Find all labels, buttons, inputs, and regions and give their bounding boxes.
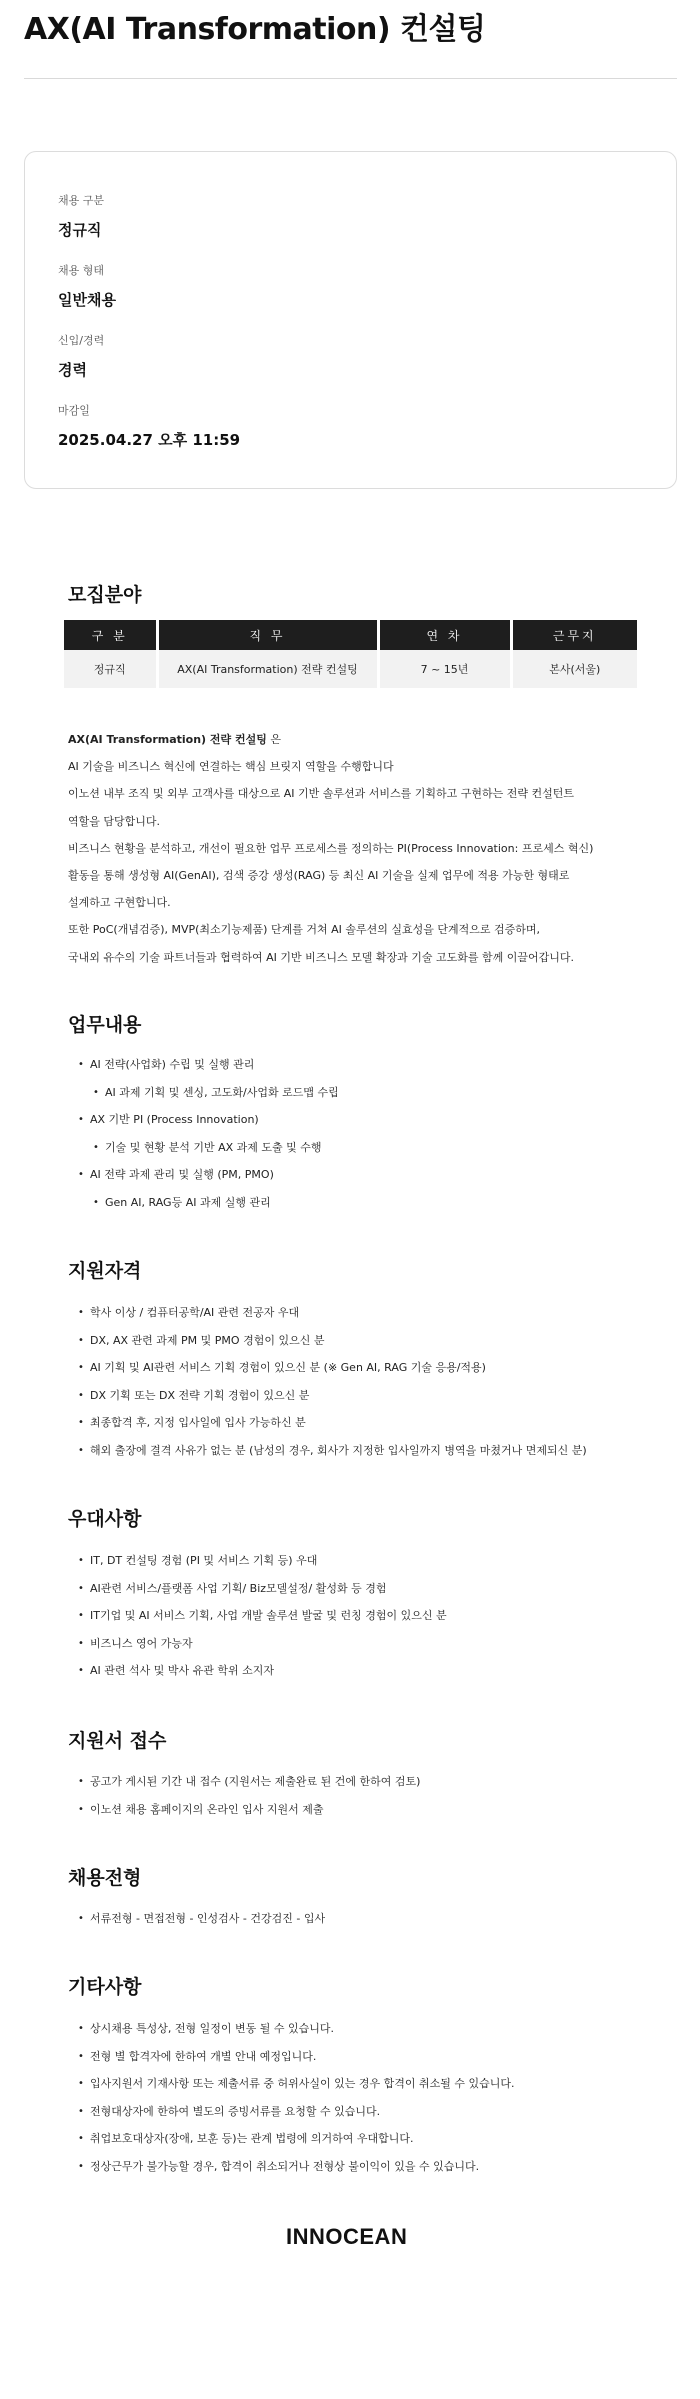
summary-value: 2025.04.27 오후 11:59 (58, 431, 241, 449)
list-item: • 최종합격 후, 지정 입사일에 입사 가능하신 분 (78, 1409, 587, 1437)
summary-career-level (58, 332, 104, 380)
intro-line: 역할을 담당합니다. (68, 814, 161, 828)
list-item: • DX, AX 관련 과제 PM 및 PMO 경험이 있으신 분 (78, 1327, 587, 1355)
list-item: • 입사지원서 기재사항 또는 제출서류 중 허위사실이 있는 경우 합격이 취소될 수 있습니다. (78, 2070, 515, 2098)
section-title-etc: 기타사항 (68, 1976, 142, 1998)
list-item: • 학사 이상 / 컴퓨터공학/AI 관련 전공자 우대 (78, 1299, 587, 1327)
summary-label: 신입/경력 (58, 334, 105, 347)
table-cell: 정규직 (64, 650, 157, 688)
column-header: 구 분 (64, 620, 157, 650)
intro-lead: AX(AI Transformation) 전략 컨설팅 (68, 733, 267, 746)
section-title-qualifications: 지원자격 (68, 1260, 142, 1282)
list-item: • 전형대상자에 한하여 별도의 증빙서류를 요청할 수 있습니다. (78, 2098, 515, 2126)
summary-deadline (58, 402, 240, 450)
list-item: • 비즈니스 영어 가능자 (78, 1630, 447, 1658)
intro-line: 활동을 통해 생성형 AI(GenAI), 검색 증강 생성(RAG) 등 최신 AI 기술을 실제 업무에 적용 가능한 형태로 (68, 869, 570, 883)
list-item: • AX 기반 PI (Process Innovation) (78, 1106, 339, 1134)
list-item: • 서류전형 - 면접전형 - 인성검사 - 건강검진 - 입사 (78, 1905, 325, 1933)
duties-list (78, 1051, 339, 1216)
intro-lead-line (68, 726, 643, 753)
list-item: • AI 관련 석사 및 박사 유관 학위 소지자 (78, 1657, 447, 1685)
list-item: • 정상근무가 불가능할 경우, 합격이 취소되거나 전형상 불이익이 있을 수 있습니다. (78, 2153, 515, 2181)
process-list (78, 1905, 325, 1933)
list-item: • DX 기획 또는 DX 전략 기획 경험이 있으신 분 (78, 1382, 587, 1410)
table-cell: 본사(서울) (511, 650, 637, 688)
intro-line: 설계하고 구현합니다. (68, 896, 171, 910)
list-item: • 전형 별 합격자에 한하여 개별 안내 예정입니다. (78, 2043, 515, 2071)
column-header: 연 차 (378, 620, 511, 650)
application-list (78, 1768, 420, 1823)
list-item: • 기술 및 현황 분석 기반 AX 과제 도출 및 수행 (78, 1134, 339, 1162)
recruit-field-table (64, 620, 637, 688)
list-item: • 이노션 채용 홈페이지의 온라인 입사 지원서 제출 (78, 1796, 420, 1824)
intro-lead-suffix: 은 (266, 733, 281, 746)
page-title: AX(AI Transformation) 컨설팅 (24, 12, 486, 47)
summary-label: 채용 형태 (58, 264, 105, 277)
summary-value: 일반채용 (58, 291, 116, 309)
table-header-row (64, 620, 637, 650)
intro-line: 또한 PoC(개념검증), MVP(최소기능제품) 단계를 거쳐 AI 솔루션의 실효성을 단계적으로 검증하며, (68, 923, 540, 937)
table-cell: 7 ~ 15년 (378, 650, 511, 688)
summary-hiring-type (58, 262, 116, 310)
list-item: • Gen AI, RAG등 AI 과제 실행 관리 (78, 1189, 339, 1217)
section-title-process: 채용전형 (68, 1867, 142, 1889)
summary-card (24, 151, 677, 489)
intro-line: AI 기술을 비즈니스 혁신에 연결하는 핵심 브릿지 역할을 수행합니다 (68, 760, 394, 774)
section-title-recruit-field: 모집분야 (68, 584, 142, 606)
qualifications-list (78, 1299, 587, 1464)
title-divider (24, 78, 677, 79)
column-header: 직 무 (157, 620, 378, 650)
list-item: • AI 기획 및 AI관련 서비스 기획 경험이 있으신 분 (※ Gen AI, RAG 기술 응용/적용) (78, 1354, 587, 1382)
section-title-duties: 업무내용 (68, 1014, 142, 1036)
list-item: • AI 전략 과제 관리 및 실행 (PM, PMO) (78, 1161, 339, 1189)
summary-label: 채용 구분 (58, 194, 105, 207)
summary-value: 정규직 (58, 221, 102, 239)
section-title-application: 지원서 접수 (68, 1730, 167, 1752)
preferred-list (78, 1547, 447, 1685)
innocean-logo: INNOCEAN (286, 2224, 408, 2249)
summary-label: 마감일 (58, 404, 90, 417)
intro-line: 비즈니스 현황을 분석하고, 개선이 필요한 업무 프로세스를 정의하는 PI(Process Innovation: 프로세스 혁신) (68, 841, 594, 855)
summary-employment-type (58, 192, 104, 240)
list-item: • 상시채용 특성상, 전형 일정이 변동 될 수 있습니다. (78, 2015, 515, 2043)
list-item: • 해외 출장에 결격 사유가 없는 분 (남성의 경우, 회사가 지정한 입사일까지 병역을 마쳤거나 면제되신 분) (78, 1437, 587, 1465)
list-item: • 공고가 게시된 기간 내 접수 (지원서는 제출완료 된 건에 한하여 검토) (78, 1768, 420, 1796)
list-item: • AI 전략(사업화) 수립 및 실행 관리 (78, 1051, 339, 1079)
role-introduction (68, 726, 643, 971)
list-item: • AI 과제 기획 및 센싱, 고도화/사업화 로드맵 수립 (78, 1079, 339, 1107)
list-item: • AI관련 서비스/플랫폼 사업 기획/ Biz모델설정/ 활성화 등 경험 (78, 1575, 447, 1603)
summary-value: 경력 (58, 361, 87, 379)
table-cell: AX(AI Transformation) 전략 컨설팅 (157, 650, 378, 688)
etc-list (78, 2015, 515, 2180)
list-item: • IT기업 및 AI 서비스 기획, 사업 개발 솔루션 발굴 및 런칭 경험이 있으신 분 (78, 1602, 447, 1630)
column-header: 근무지 (511, 620, 637, 650)
intro-line: 국내외 유수의 기술 파트너들과 협력하여 AI 기반 비즈니스 모델 확장과 기술 고도화를 함께 이끌어갑니다. (68, 950, 575, 964)
section-title-preferred: 우대사항 (68, 1508, 142, 1530)
table-row (64, 650, 637, 688)
intro-line: 이노션 내부 조직 및 외부 고객사를 대상으로 AI 기반 솔루션과 서비스를 기획하고 구현하는 전략 컨설턴트 (68, 787, 575, 801)
list-item: • IT, DT 컨설팅 경험 (PI 및 서비스 기획 등) 우대 (78, 1547, 447, 1575)
list-item: • 취업보호대상자(장애, 보훈 등)는 관계 법령에 의거하여 우대합니다. (78, 2125, 515, 2153)
